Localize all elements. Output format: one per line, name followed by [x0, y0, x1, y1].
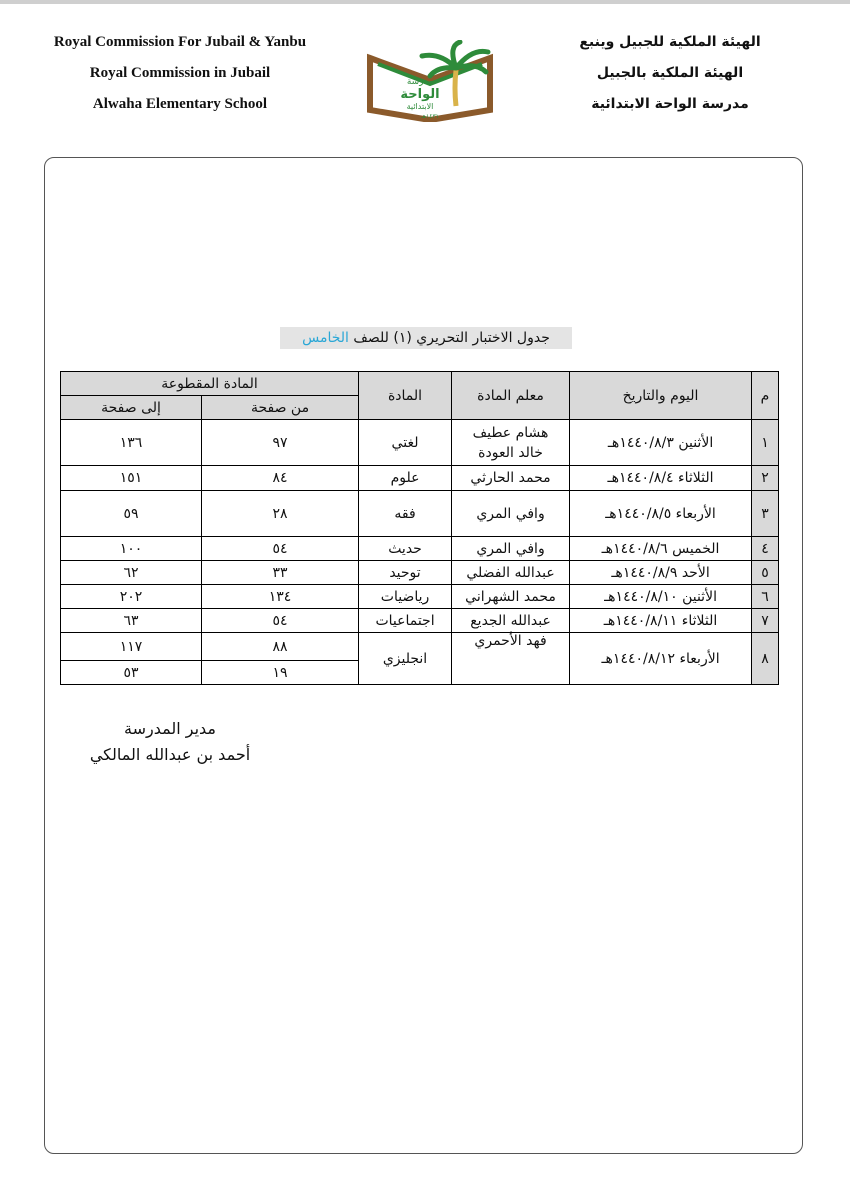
table-title-accent: الخامس [302, 330, 349, 346]
table-row [61, 466, 779, 491]
row-teacher: هشام عطيف خالد العودة [452, 420, 570, 466]
logo-palm-trunk [455, 70, 456, 106]
row-from-page: ٥٤ [202, 609, 359, 633]
header-teacher: معلم المادة [452, 372, 570, 420]
exam-schedule-table [60, 371, 779, 685]
row-date: الأربعاء ١٤٤٠/٨/٥هـ [570, 491, 752, 537]
row-subject: حديث [359, 537, 452, 561]
row-from-page: ٨٤ [202, 466, 359, 491]
row-date: الثلاثاء ١٤٤٠/٨/٤هـ [570, 466, 752, 491]
row-index: ١ [752, 420, 779, 466]
row-date: الأحد ١٤٤٠/٨/٩هـ [570, 561, 752, 585]
row-index: ٣ [752, 491, 779, 537]
table-row [61, 585, 779, 609]
logo-text-top: مدرسة [406, 77, 434, 87]
row-to-page: ٥٣ [61, 661, 202, 685]
header-english [30, 30, 330, 123]
row-teacher: وافي المري [452, 537, 570, 561]
header-date: اليوم والتاريخ [570, 372, 752, 420]
row-date: الثلاثاء ١٤٤٠/٨/١١هـ [570, 609, 752, 633]
table-row [61, 420, 779, 466]
row-date: الأثنين ١٤٤٠/٨/١٠هـ [570, 585, 752, 609]
header-to-page: إلى صفحة [61, 396, 202, 420]
header-subject: المادة [359, 372, 452, 420]
row-subject: لغتي [359, 420, 452, 466]
row-teacher: محمد الشهراني [452, 585, 570, 609]
row-index: ٥ [752, 561, 779, 585]
header-ar-line-1: الهيئة الملكية للجبيل وينبع [579, 34, 761, 50]
header-en-line-3: Alwaha Elementary School [92, 96, 268, 112]
row-to-page: ٢٠٢ [61, 585, 202, 609]
row-teacher: عبدالله الجديع [452, 609, 570, 633]
row-from-page: ٥٤ [202, 537, 359, 561]
row-subject: فقه [359, 491, 452, 537]
row-date: الأثنين ١٤٤٠/٨/٣هـ [570, 420, 752, 466]
table-row [61, 609, 779, 633]
row-teacher: محمد الحارثي [452, 466, 570, 491]
row-from-page: ٢٨ [202, 491, 359, 537]
header-ar-line-3: مدرسة الواحة الابتدائية [591, 96, 749, 112]
row-subject: اجتماعيات [359, 609, 452, 633]
row-index: ٤ [752, 537, 779, 561]
row-to-page: ٦٢ [61, 561, 202, 585]
row-to-page: ١٣٦ [61, 420, 202, 466]
table-row [61, 633, 779, 661]
row-index: ٦ [752, 585, 779, 609]
header-arabic [550, 30, 790, 123]
row-to-page: ١٥١ [61, 466, 202, 491]
row-from-page: ١٣٤ [202, 585, 359, 609]
row-to-page: ١٠٠ [61, 537, 202, 561]
row-subject: علوم [359, 466, 452, 491]
row-index: ٧ [752, 609, 779, 633]
table-title-main: جدول الاختبار التحريري (١) للصف [353, 330, 550, 346]
row-from-page: ٨٨ [202, 633, 359, 661]
row-from-page: ١٩ [202, 661, 359, 685]
row-teacher: فهد الأحمري [452, 633, 570, 685]
row-index: ٨ [752, 633, 779, 685]
row-subject: رياضيات [359, 585, 452, 609]
signature-block [70, 716, 270, 768]
table-row [61, 537, 779, 561]
row-from-page: ٩٧ [202, 420, 359, 466]
row-date: الأربعاء ١٤٤٠/٨/١٢هـ [570, 633, 752, 685]
header-index: م [752, 372, 779, 420]
signature-title: مدير المدرسة [123, 719, 216, 738]
header-en-line-1: Royal Commission For Jubail & Yanbu [53, 34, 307, 50]
row-teacher: وافي المري [452, 491, 570, 537]
logo-text-bottom: الابتدائية [406, 102, 434, 111]
row-index: ٢ [752, 466, 779, 491]
row-to-page: ٥٩ [61, 491, 202, 537]
signature-name: أحمد بن عبدالله المالكي [89, 745, 251, 764]
table-row [61, 561, 779, 585]
top-border [0, 0, 850, 4]
header-en-line-2: Royal Commission in Jubail [89, 65, 271, 81]
row-to-page: ١١٧ [61, 633, 202, 661]
row-teacher: عبدالله الفضلي [452, 561, 570, 585]
row-to-page: ٦٣ [61, 609, 202, 633]
table-title [280, 327, 572, 349]
row-from-page: ٣٣ [202, 561, 359, 585]
logo-year: ١٤٣١هـ [421, 113, 439, 120]
header-range: المادة المقطوعة [61, 372, 359, 396]
row-subject: توحيد [359, 561, 452, 585]
row-date: الخميس ١٤٤٠/٨/٦هـ [570, 537, 752, 561]
school-logo [360, 40, 500, 122]
logo-text-mid: الواحة [400, 87, 440, 102]
table-row [61, 491, 779, 537]
header-from-page: من صفحة [202, 396, 359, 420]
row-subject: انجليزي [359, 633, 452, 685]
header-ar-line-2: الهيئة الملكية بالجبيل [596, 65, 744, 81]
